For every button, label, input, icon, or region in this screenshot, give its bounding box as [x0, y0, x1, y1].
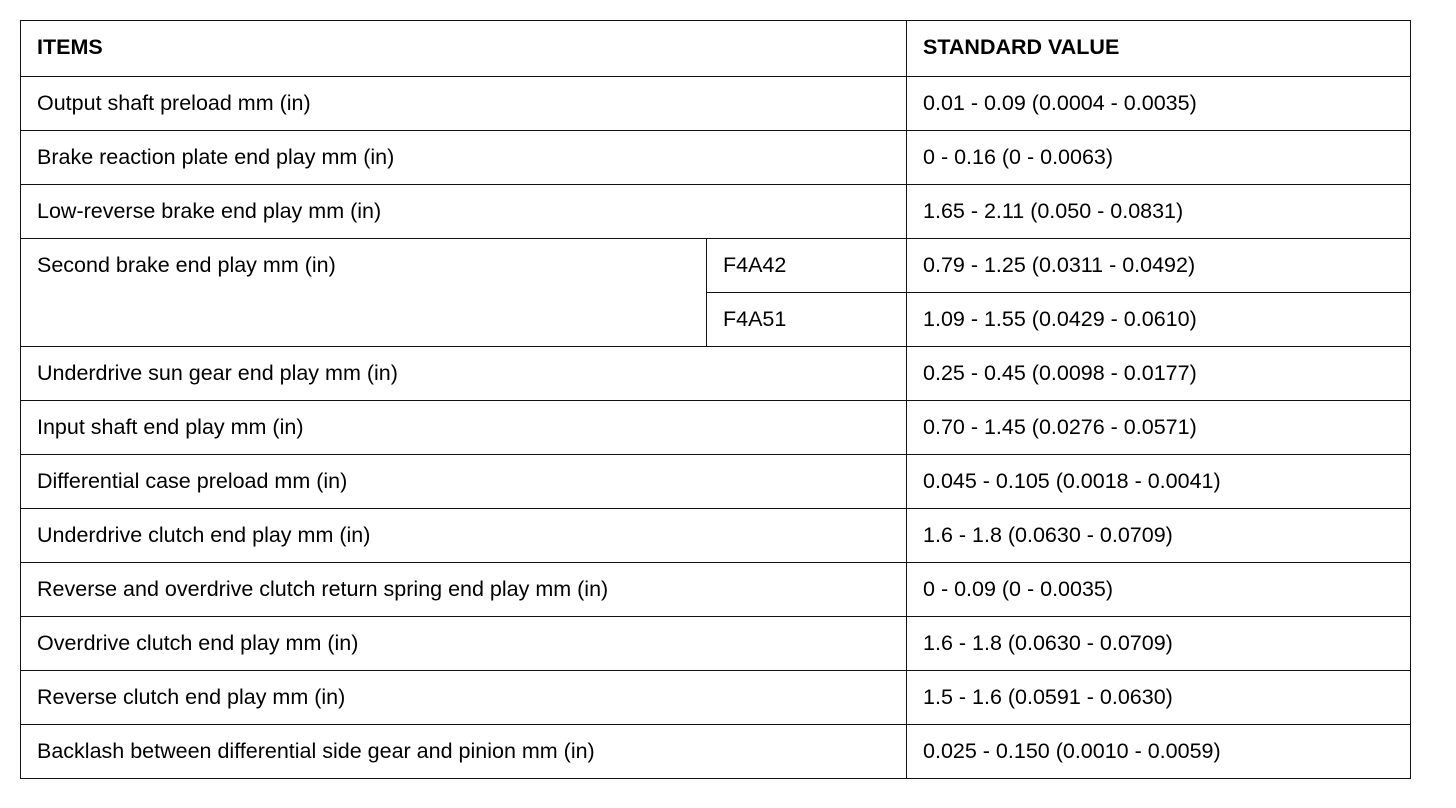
item-label: Backlash between differential side gear and pinion mm (in) — [21, 725, 907, 779]
model-variant-label: F4A42 — [707, 239, 907, 293]
item-label: Input shaft end play mm (in) — [21, 401, 907, 455]
standard-value: 0.70 - 1.45 (0.0276 - 0.0571) — [907, 401, 1411, 455]
standard-value: 1.09 - 1.55 (0.0429 - 0.0610) — [907, 293, 1411, 347]
item-label: Underdrive sun gear end play mm (in) — [21, 347, 907, 401]
standard-value: 1.65 - 2.11 (0.050 - 0.0831) — [907, 185, 1411, 239]
item-label: Underdrive clutch end play mm (in) — [21, 509, 907, 563]
item-label: Brake reaction plate end play mm (in) — [21, 131, 907, 185]
item-label: Second brake end play mm (in) — [21, 239, 707, 347]
table-row — [21, 617, 1411, 671]
standard-value: 0 - 0.16 (0 - 0.0063) — [907, 131, 1411, 185]
table-row — [21, 725, 1411, 779]
item-label: Reverse clutch end play mm (in) — [21, 671, 907, 725]
item-label: Differential case preload mm (in) — [21, 455, 907, 509]
standard-value: 1.6 - 1.8 (0.0630 - 0.0709) — [907, 509, 1411, 563]
table-row — [21, 347, 1411, 401]
table-header-row — [21, 21, 1411, 77]
model-variant-label: F4A51 — [707, 293, 907, 347]
item-label: Low-reverse brake end play mm (in) — [21, 185, 907, 239]
table-row — [21, 77, 1411, 131]
item-label: Overdrive clutch end play mm (in) — [21, 617, 907, 671]
standard-value: 0.79 - 1.25 (0.0311 - 0.0492) — [907, 239, 1411, 293]
table-row — [21, 239, 1411, 293]
items-column-header: ITEMS — [21, 21, 907, 77]
standard-value: 0.01 - 0.09 (0.0004 - 0.0035) — [907, 77, 1411, 131]
table-row — [21, 401, 1411, 455]
specifications-table — [20, 20, 1411, 779]
item-label: Output shaft preload mm (in) — [21, 77, 907, 131]
standard-value: 0.045 - 0.105 (0.0018 - 0.0041) — [907, 455, 1411, 509]
standard-value: 0.025 - 0.150 (0.0010 - 0.0059) — [907, 725, 1411, 779]
table-row — [21, 671, 1411, 725]
table-row — [21, 509, 1411, 563]
table-row — [21, 131, 1411, 185]
table-row — [21, 455, 1411, 509]
item-label: Reverse and overdrive clutch return spring end play mm (in) — [21, 563, 907, 617]
standard-value: 1.6 - 1.8 (0.0630 - 0.0709) — [907, 617, 1411, 671]
table-row — [21, 563, 1411, 617]
standard-value: 0.25 - 0.45 (0.0098 - 0.0177) — [907, 347, 1411, 401]
standard-value-column-header: STANDARD VALUE — [907, 21, 1411, 77]
standard-value: 0 - 0.09 (0 - 0.0035) — [907, 563, 1411, 617]
standard-value: 1.5 - 1.6 (0.0591 - 0.0630) — [907, 671, 1411, 725]
table-row — [21, 185, 1411, 239]
